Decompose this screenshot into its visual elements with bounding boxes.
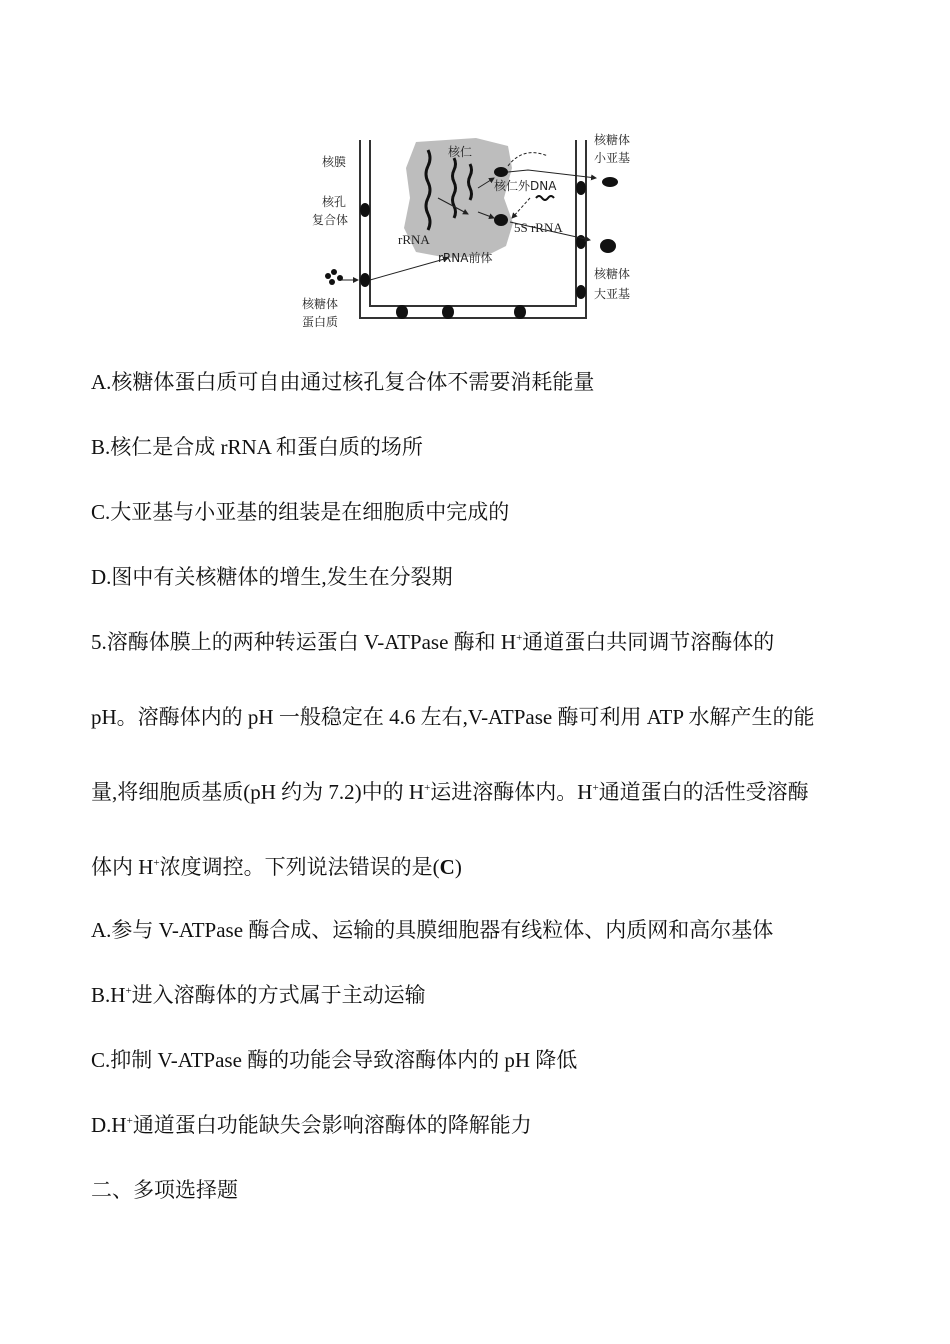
q5-stem-text: 通道蛋白共同调节溶酶体的 bbox=[522, 630, 775, 654]
q4-option-d: D.图中有关核糖体的增生,发生在分裂期 bbox=[91, 565, 453, 589]
label-nuclear-pore-2: 复合体 bbox=[312, 213, 349, 227]
label-small-subunit-2: 小亚基 bbox=[594, 151, 631, 165]
superscript-plus: + bbox=[126, 1115, 133, 1127]
label-nuclear-pore-1: 核孔 bbox=[322, 195, 347, 209]
superscript-plus: + bbox=[516, 632, 523, 644]
label-rrna: rRNA bbox=[398, 232, 430, 247]
q4-option-a: A.核糖体蛋白质可自由通过核孔复合体不需要消耗能量 bbox=[91, 370, 595, 394]
q5-stem-text: 量,将细胞质基质(pH 约为 7.2)中的 H bbox=[91, 780, 425, 804]
q5-option-d bbox=[91, 1110, 881, 1140]
q5-stem-text: ) bbox=[454, 855, 462, 879]
q5-answer: C bbox=[439, 855, 455, 879]
q5-stem-line-3 bbox=[91, 777, 881, 807]
q5-stem-line-4 bbox=[91, 852, 881, 882]
superscript-plus: + bbox=[153, 857, 160, 869]
label-nucleolus: 核仁 bbox=[448, 145, 473, 159]
q5-option-b-text: 进入溶酶体的方式属于主动运输 bbox=[131, 983, 426, 1007]
q5-option-d-text: D.H bbox=[91, 1113, 127, 1137]
q5-stem-line-1 bbox=[91, 627, 881, 657]
q5-option-c: C.抑制 V-ATPase 酶的功能会导致溶酶体内的 pH 降低 bbox=[91, 1048, 578, 1072]
superscript-plus: + bbox=[592, 782, 599, 794]
q4-option-b: B.核仁是合成 rRNA 和蛋白质的场所 bbox=[91, 435, 423, 459]
q5-option-b-text: B.H bbox=[91, 983, 126, 1007]
q5-stem-text: 5.溶酶体膜上的两种转运蛋白 V-ATPase 酶和 H bbox=[91, 630, 517, 654]
label-large-subunit-1: 核糖体 bbox=[594, 267, 631, 281]
q5-option-d-text: 通道蛋白功能缺失会影响溶酶体的降解能力 bbox=[132, 1113, 532, 1137]
ribosome-biogenesis-diagram bbox=[298, 128, 658, 340]
q5-stem-text: 通道蛋白的活性受溶酶 bbox=[598, 780, 809, 804]
label-ribosomal-protein-1: 核糖体 bbox=[302, 297, 339, 311]
q5-option-b bbox=[91, 980, 881, 1010]
diagram-svg bbox=[298, 128, 658, 340]
label-ribosomal-protein-2: 蛋白质 bbox=[302, 315, 339, 329]
label-nuclear-membrane: 核膜 bbox=[322, 155, 347, 169]
label-rrna-precursor: rRNA前体 bbox=[438, 251, 493, 265]
superscript-plus: + bbox=[424, 782, 431, 794]
q5-stem-text: 运进溶酶体内。H bbox=[430, 780, 593, 804]
q5-option-a: A.参与 V-ATPase 酶合成、运输的具膜细胞器有线粒体、内质网和高尔基体 bbox=[91, 918, 774, 942]
label-large-subunit-2: 大亚基 bbox=[594, 287, 631, 301]
label-extranucleolar-dna: 核仁外DNA bbox=[494, 179, 557, 193]
q4-option-c: C.大亚基与小亚基的组装是在细胞质中完成的 bbox=[91, 500, 510, 524]
label-small-subunit-1: 核糖体 bbox=[594, 133, 631, 147]
section-heading: 二、多项选择题 bbox=[91, 1178, 238, 1202]
extranucleolar-dna-squiggle bbox=[536, 196, 554, 200]
q5-stem-text: 浓度调控。下列说法错误的是( bbox=[159, 855, 440, 879]
superscript-plus: + bbox=[125, 985, 132, 997]
q5-stem-line-2: pH。溶酶体内的 pH 一般稳定在 4.6 左右,V-ATPase 酶可利用 ATP 水解产生的能 bbox=[91, 705, 815, 729]
label-5s-rrna: 5S rRNA bbox=[514, 220, 563, 235]
q5-stem-text: 体内 H bbox=[91, 855, 154, 879]
